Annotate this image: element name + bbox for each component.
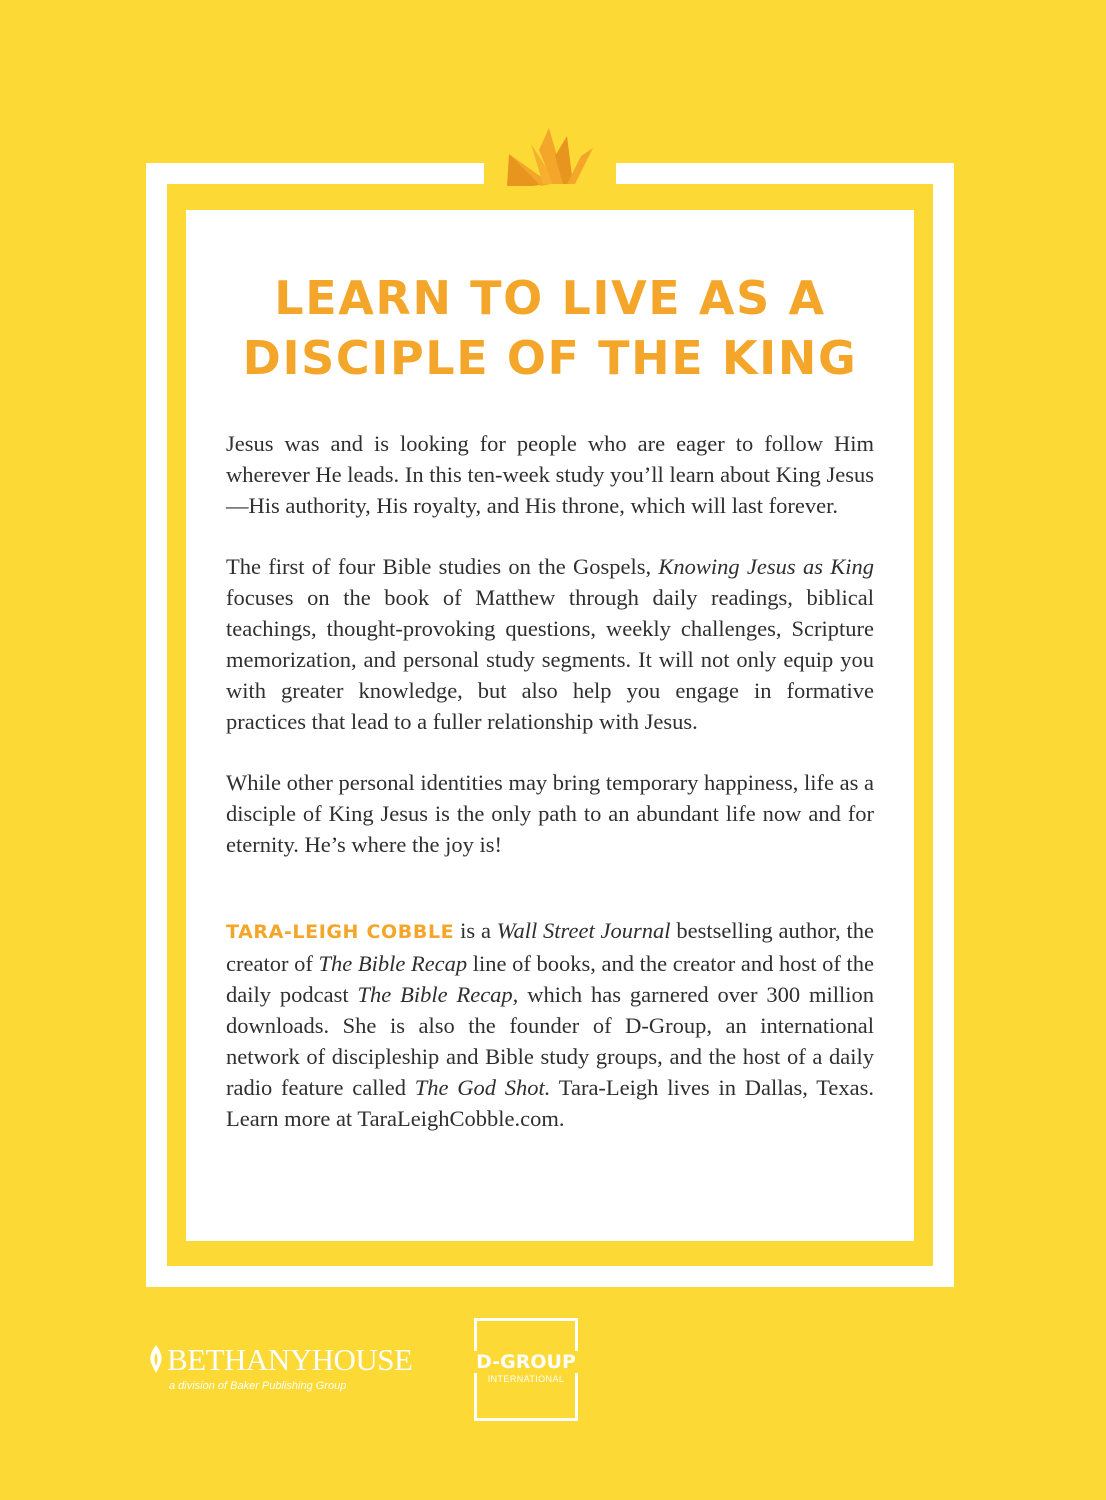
- paragraph-joy: While other personal identities may bring temporary happiness, life as a disciple of King Jesus is the only path to an abundant life now and for eternity. He’s where the joy is!: [226, 770, 874, 857]
- flame-icon: [147, 1344, 165, 1374]
- bio-italic-godshot: The God Shot.: [414, 1075, 551, 1100]
- bethany-house-subtitle: a division of Baker Publishing Group: [169, 1380, 347, 1392]
- bio-italic-podcast: The Bible Recap,: [357, 982, 519, 1007]
- bio-text-3: line of books, and the creator and host of the daily podcast: [226, 951, 874, 1007]
- headline-line-2: DISCIPLE OF THE KING: [242, 331, 858, 385]
- crown-icon: [505, 126, 595, 188]
- bethany-house-name: BETHANYHOUSE: [167, 1342, 413, 1377]
- bio-text-2: bestselling author, the creator of: [226, 918, 875, 976]
- bethany-house-logo: [147, 1340, 437, 1400]
- bio-italic-recap: The Bible Recap: [318, 951, 468, 976]
- paragraph-intro: Jesus was and is looking for people who are eager to follow Him wherever He leads. In this ten-week study you’ll learn about King Jesus—His authority, His royalty, and His throne, which will last forever.: [226, 431, 874, 518]
- bio-text-4: which has garnered over 300 million downloads. She is also the founder of D-Group, an international network of discipleship and Bible study groups, and the host of a daily radio feature called: [226, 982, 874, 1100]
- d-group-subtitle: INTERNATIONAL: [487, 1374, 565, 1384]
- paragraph-study: [226, 551, 874, 737]
- body-text: [226, 428, 874, 1164]
- bio-italic-wsj: Wall Street Journal: [496, 918, 671, 943]
- bio-text-1: is a: [454, 918, 497, 943]
- bio-text-5: Tara-Leigh lives in Dallas, Texas. Learn more at TaraLeighCobble.com.: [226, 1075, 874, 1131]
- headline-line-1: LEARN TO LIVE AS A: [274, 271, 826, 325]
- d-group-logo: [474, 1318, 578, 1421]
- book-title: Knowing Jesus as King: [658, 554, 874, 579]
- content-panel: [186, 210, 914, 1241]
- author-name: TARA-LEIGH COBBLE: [226, 921, 455, 943]
- paragraph-study-start: The first of four Bible studies on the Gospels,: [226, 554, 659, 579]
- d-group-name: D-GROUP: [465, 1351, 587, 1373]
- paragraph-study-rest: focuses on the book of Matthew through daily readings, biblical teachings, thought-provoking questions, weekly challenges, Scripture memorization, and personal study segments. It will not only equip you with greater knowledge, but also help you engage in formative practices that lead to a fuller relationship with Jesus.: [226, 585, 874, 734]
- author-bio: [226, 915, 874, 1134]
- headline: [186, 268, 914, 388]
